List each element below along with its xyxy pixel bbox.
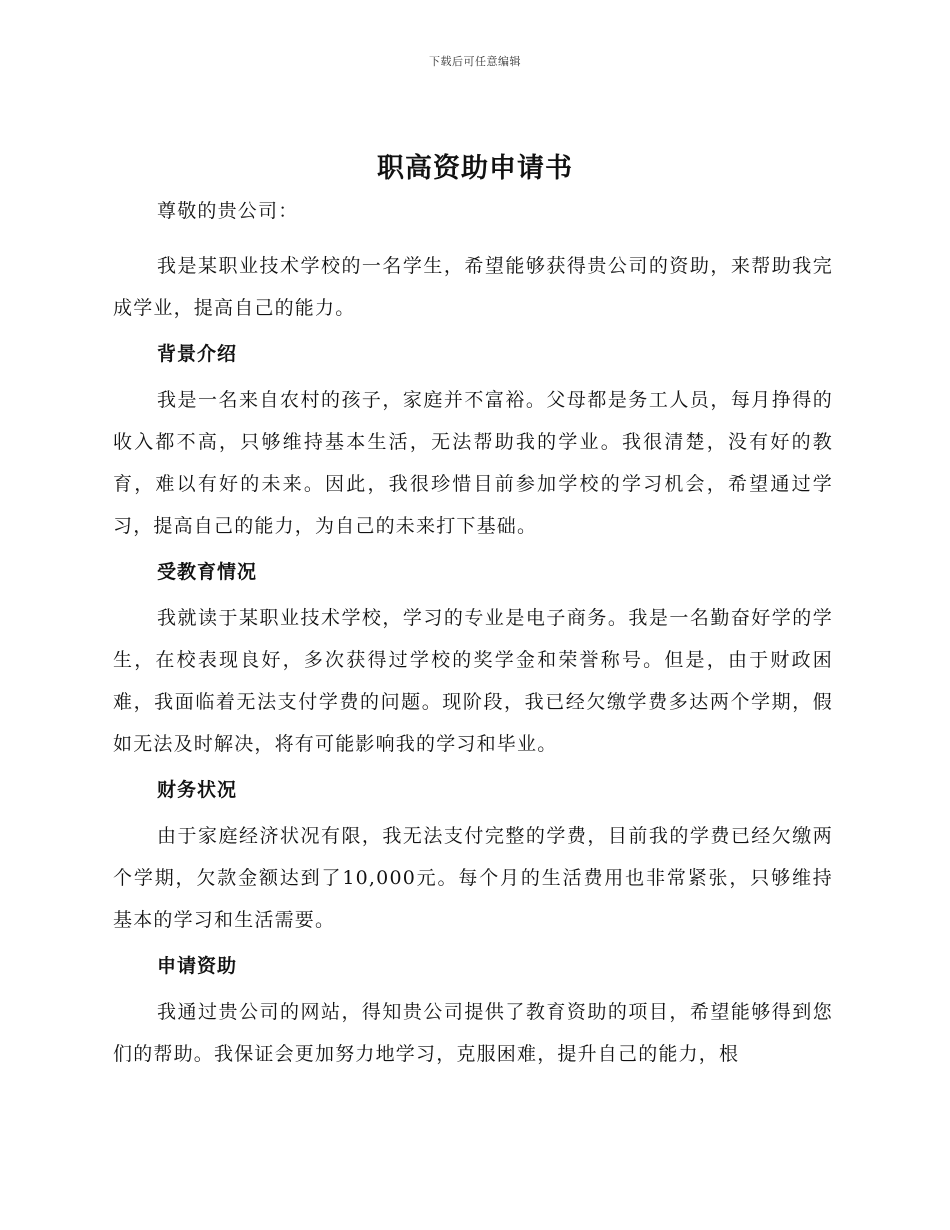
section-paragraph-application: 我通过贵公司的网站，得知贵公司提供了教育资助的项目，希望能够得到您们的帮助。我保证会更加努力地学习，克服困难，提升自己的能力，根	[113, 1001, 833, 1065]
intro-paragraph: 我是某职业技术学校的一名学生，希望能够获得贵公司的资助，来帮助我完成学业，提高自己的能力。	[113, 255, 833, 319]
section-paragraph-background: 我是一名来自农村的孩子，家庭并不富裕。父母都是务工人员，每月挣得的收入都不高，只够维持基本生活，无法帮助我的学业。我很清楚，没有好的教育，难以有好的未来。因此，我很珍惜目前参加学校的学习机会，希望通过学习，提高自己的能力，为自己的未来打下基础。	[113, 389, 833, 537]
section-heading-education: 受教育情况	[157, 561, 258, 583]
section-heading-background: 背景介绍	[157, 343, 238, 365]
document-title: 职高资助申请书	[377, 153, 573, 184]
section-heading-application: 申请资助	[157, 955, 238, 977]
section-paragraph-education: 我就读于某职业技术学校，学习的专业是电子商务。我是一名勤奋好学的学生，在校表现良好，多次获得过学校的奖学金和荣誉称号。但是，由于财政困难，我面临着无法支付学费的问题。现阶段，我已经欠缴学费多达两个学期，假如无法及时解决，将有可能影响我的学习和毕业。	[113, 607, 833, 755]
salutation: 尊敬的贵公司：	[157, 200, 299, 222]
header-note: 下载后可任意编辑	[429, 55, 521, 68]
document-body	[113, 196, 833, 1085]
section-heading-finance: 财务状况	[157, 779, 238, 801]
section-paragraph-finance: 由于家庭经济状况有限，我无法支付完整的学费，目前我的学费已经欠缴两个学期，欠款金额达到了10,000元。每个月的生活费用也非常紧张，只够维持基本的学习和生活需要。	[113, 825, 833, 931]
